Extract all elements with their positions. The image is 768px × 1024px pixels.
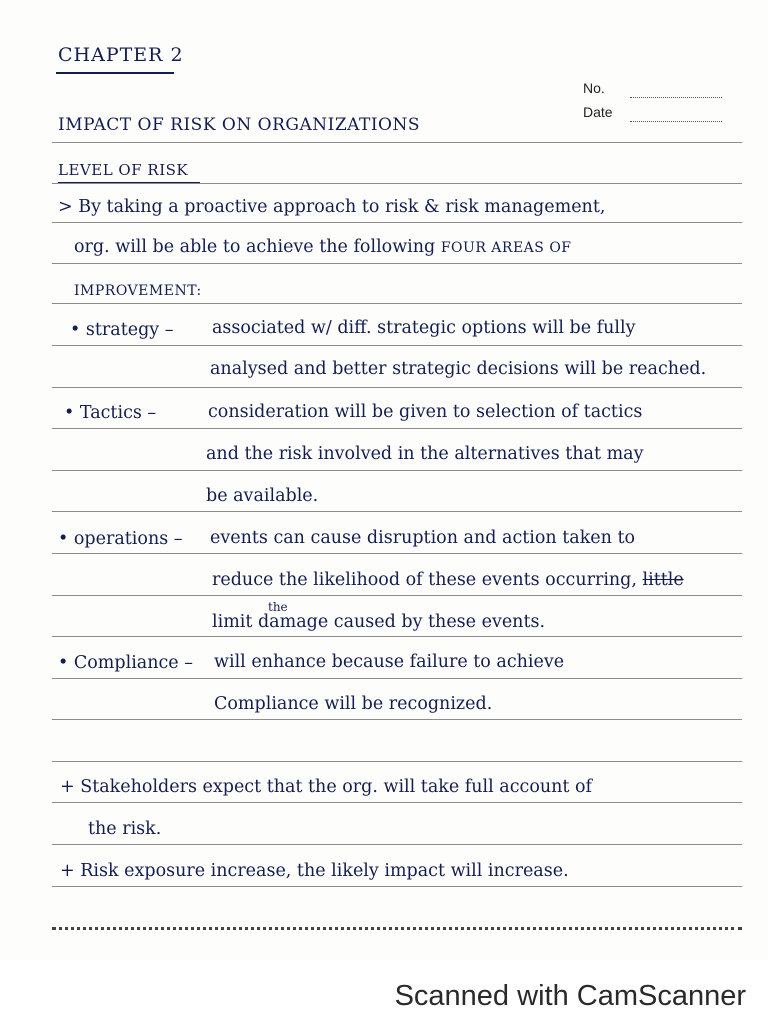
date-label: Date <box>583 104 613 120</box>
ruled-line <box>52 142 742 143</box>
ruled-line <box>52 470 742 471</box>
operations-line-2 <box>212 572 684 590</box>
ruled-line <box>52 263 742 264</box>
intro-line-1: > By taking a proactive approach to risk & risk management, <box>58 197 606 217</box>
operations-label: • operations – <box>58 529 183 549</box>
ruled-line <box>52 222 742 223</box>
compliance-line-2: Compliance will be recognized. <box>214 694 493 714</box>
ruled-line <box>52 511 742 512</box>
ruled-line <box>52 303 742 304</box>
section-heading: LEVEL OF RISK <box>58 161 189 179</box>
stakeholders-line-2: the risk. <box>88 819 162 839</box>
ruled-line <box>52 387 742 388</box>
ruled-line <box>52 678 742 679</box>
date-field-dots <box>630 121 722 122</box>
ruled-line <box>52 844 742 845</box>
chapter-heading: CHAPTER 2 <box>58 44 184 66</box>
ruled-line <box>52 719 742 720</box>
ruled-line <box>52 183 742 184</box>
tactics-label: • Tactics – <box>64 403 157 423</box>
operations-line-1: events can cause disruption and action taken to <box>210 528 636 548</box>
no-label: No. <box>583 80 605 96</box>
improvement-label: IMPROVEMENT: <box>74 283 202 299</box>
strategy-line-2: analysed and better strategic decisions will be reached. <box>210 359 707 379</box>
ruled-line <box>52 802 742 803</box>
ruled-line <box>52 886 742 887</box>
no-field-dots <box>630 97 722 98</box>
operations-line-3: limit damage caused by these events. <box>212 612 546 632</box>
operations-line-2-text: reduce the likelihood of these events occurring, <box>212 570 637 590</box>
risk-exposure-note: + Risk exposure increase, the likely impact will increase. <box>60 861 569 881</box>
compliance-line-1: will enhance because failure to achieve <box>214 652 565 672</box>
dotted-bottom-line <box>52 927 742 930</box>
four-areas-text: FOUR AREAS OF <box>440 240 572 256</box>
struck-word: little <box>642 570 684 590</box>
tactics-line-2: and the risk involved in the alternatives that may <box>206 444 644 464</box>
ruled-line <box>52 553 742 554</box>
ruled-line <box>52 636 742 637</box>
scanner-watermark: Scanned with CamScanner <box>394 980 746 1012</box>
section-underline <box>58 182 200 183</box>
ruled-line <box>52 345 742 346</box>
stakeholders-line-1: + Stakeholders expect that the org. will take full account of <box>60 777 593 797</box>
ruled-line <box>52 761 742 762</box>
insertion-word: the <box>268 600 288 614</box>
compliance-label: • Compliance – <box>58 653 193 673</box>
ruled-line <box>52 595 742 596</box>
strategy-line-1: associated w/ diff. strategic options will be fully <box>212 318 636 338</box>
intro-line-2-text: org. will be able to achieve the following <box>74 237 436 257</box>
intro-line-2 <box>74 239 572 257</box>
chapter-underline <box>56 72 174 74</box>
tactics-line-1: consideration will be given to selection of tactics <box>208 402 643 422</box>
ruled-line <box>52 428 742 429</box>
tactics-line-3: be available. <box>206 486 319 506</box>
page-title: IMPACT OF RISK ON ORGANIZATIONS <box>58 115 420 135</box>
strategy-label: • strategy – <box>70 320 174 340</box>
